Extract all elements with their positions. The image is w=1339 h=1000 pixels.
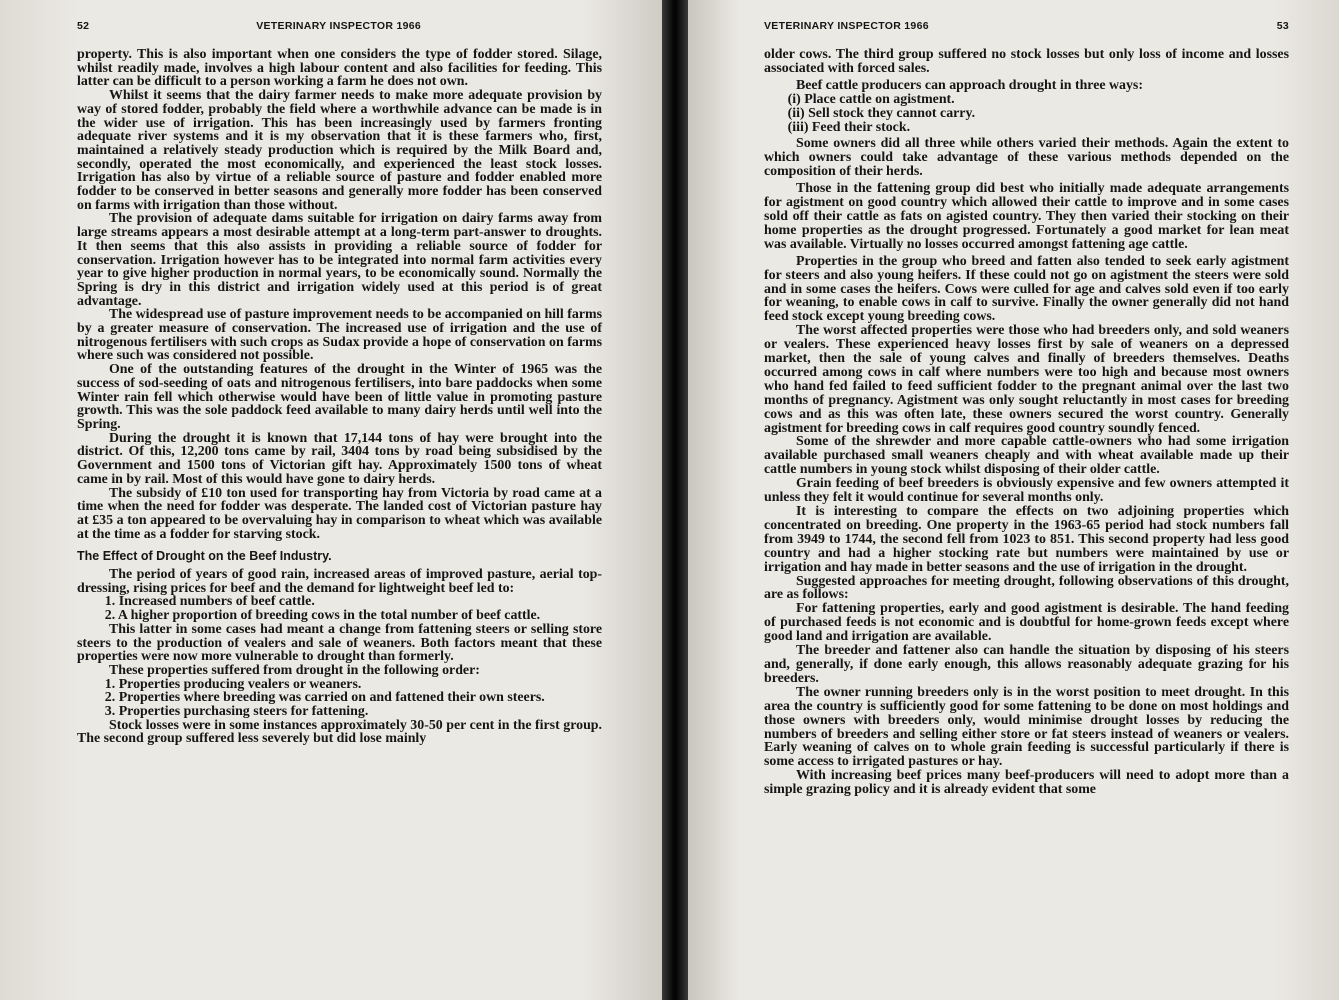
paragraph: Suggested approaches for meeting drought, following observations of this drought, are as follows: [764,573,1289,603]
paragraph: Whilst it seems that the dairy farmer needs to make more adequate provision by way of stored fodder, probably the field where a worthwhile advance can be made is in the wider use of irrigation. This has been increasingly used by farmers fronting adequate river systems and it is my observation that it is these farmers who, first, maintained a relatively steady production which is required by the Milk Board and, secondly, operated the most economically, and experienced the least stock losses. Irrigation has also by virtue of a reliable source of pasture and fodder enabled more fodder to be conserved in better seasons and generally more fodder has been conserved on farms with irrigation than those without. [77,88,602,213]
paragraph: The breeder and fattener also can handle the situation by disposing of his steers and, generally, if done early enough, this allows reasonably adequate grazing for his breeders. [764,643,1289,686]
paragraph: The provision of adequate dams suitable for irrigation on dairy farms away from large streams appears a most desirable attempt at a long-term part-answer to droughts. It then seems that this also assists in providing a reliable source of fodder for conservation. Irrigation however has to be integrated into normal farm activities every year to give higher production in normal years, to be economically sound. Normally the Spring is dry in this district and irrigation widely used at this period is of great advantage. [77,211,602,309]
list-item: 1. Increased numbers of beef cattle. [104,594,315,610]
page-number: 52 [77,20,90,32]
list-item: 3. Properties purchasing steers for fattening. [104,704,369,720]
running-title: VETERINARY INSPECTOR 1966 [764,20,929,32]
paragraph: Beef cattle producers can approach drought in three ways: [795,77,1143,93]
paragraph: Properties in the group who breed and fatten also tended to seek early agistment for steers and also young heifers. If these could not go on agistment the steers were sold and in some cases the heifers. Cows were culled for age and calves sold even if too early for weaning, to enable cows in calf to survive. Finally the owner generally did not hand feed stock except young breeding cows. [764,253,1289,325]
paragraph: The owner running breeders only is in the worst position to meet drought. In this area the country is sufficiently good for some fattening to be done on most holdings and those owners with breeders only, would minimise drought losses by reducing the numbers of breeders and selling either store or fat steers instead of weaners or vealers. Early weaning of calves on to whole grain feeding is successful particularly if there is some access to irrigated pastures or hay. [764,684,1289,770]
section-heading: The Effect of Drought on the Beef Industry. [77,549,332,564]
page-number: 53 [1276,20,1289,32]
paragraph: With increasing beef prices many beef-producers will need to adopt more than a simple grazing policy and it is already evident that some [764,768,1289,798]
paragraph: One of the outstanding features of the drought in the Winter of 1965 was the success of sod-seeding of oats and nitrogenous fertilisers, into bare paddocks when some Winter rain fell which otherwise would have been of little value in promoting pasture growth. This was the sole paddock feed available to many dairy herds until well into the Spring. [77,362,602,432]
paragraph: It is interesting to compare the effects on two adjoining properties which concentrated on breeding. One property in the 1963-65 period had stock numbers fall from 3949 to 1744, the second fell from 1023 to 851. This second property had less good country and had a higher stocking rate but numbers were maintained by use or irrigation and hay made in better seasons and the use of irrigation in the drought. [764,504,1289,575]
paragraph: Grain feeding of beef breeders is obviously expensive and few owners attempted it unless they felt it would continue for several months only. [764,476,1289,506]
left-page [0,0,662,1000]
list-item: (ii) Sell stock they cannot carry. [787,105,976,121]
paragraph: property. This is also important when one considers the type of fodder stored. Silage, whilst readily made, involves a high labour content and also facilities for feeding. This latter can be difficult to a person working a farm he does not own. [77,47,602,90]
paragraph: Some of the shrewder and more capable cattle-owners who had some irrigation available purchased small weaners cheaply and with wheat available made up their cattle numbers in young stock whilst disposing of their older cattle. [764,434,1289,478]
paragraph: Those in the fattening group did best who initially made adequate arrangements for agistment on good country which allowed their cattle to improve and in some cases sold off their cattle as fats on agisted country. They then varied their stocking on their home properties as the drought progressed. Fortunately a good market for lean meat was available. Virtually no losses occurred amongst fattening age cattle. [764,181,1289,252]
paragraph: Stock losses were in some instances approximately 30-50 per cent in the first group. The second group suffered less severely but did lose mainly [77,717,602,747]
running-head [764,20,1289,44]
list-item: (iii) Feed their stock. [787,119,911,135]
running-head [77,20,602,44]
paragraph: These properties suffered from drought in the following order: [108,662,480,678]
paragraph: The subsidy of £10 ton used for transporting hay from Victoria by road came at a time when the need for fodder was desperate. The landed cost of Victorian pasture hay at £35 a ton appeared to be overvaluing hay in comparison to wheat which was available at the time as a fodder for starving stock. [77,485,602,542]
right-page [688,0,1339,1000]
paragraph: older cows. The third group suffered no stock losses but only loss of income and losses associated with forced sales. [764,47,1289,76]
list-item: 1. Properties producing vealers or weaners. [104,676,362,692]
list-item: 2. A higher proportion of breeding cows in the total number of beef cattle. [104,608,541,624]
paragraph: During the drought it is known that 17,144 tons of hay were brought into the district. Of this, 12,200 tons came by rail, 3404 tons by road being subsidised by the Government and 1500 tons of Victorian gift hay. Approximately 1500 tons of wheat came in by rail. Most of this would have gone to dairy herds. [77,430,602,487]
left-body [77,48,602,746]
right-body [764,48,1289,797]
paragraph: The worst affected properties were those who had breeders only, and sold weaners or vealers. These experienced heavy losses first by sale of weaners on a depressed market, then the sale of young calves and finally of breeders themselves. Deaths occurred among cows in calf where numbers were too high and because most owners who hand fed failed to feed sufficient fodder to the pregnant animal over the last two months of pregnancy. Agistment was only sought reluctantly in most cases for breeding cows and as this was often late, these owners secured the worst country. Generally agistment for breeding cows in calf requires good country soundly fenced. [764,323,1289,436]
paragraph: This latter in some cases had meant a change from fattening steers or selling store steers to the production of vealers and sale of weaners. Both factors meant that these properties were now more vulnerable to drought than formerly. [77,621,602,665]
list-item: (i) Place cattle on agistment. [787,91,955,107]
paragraph: Some owners did all three while others varied their methods. Again the extent to which owners could take advantage of these various methods depended on the composition of their herds. [764,136,1289,180]
list-item: 2. Properties where breeding was carried on and fattened their own steers. [104,690,545,706]
running-title: VETERINARY INSPECTOR 1966 [256,20,422,32]
paragraph: For fattening properties, early and good agistment is desirable. The hand feeding of purchased feeds is not economic and is doubtful for home-grown feeds except where good land and irrigation are available. [764,601,1289,645]
paragraph: The widespread use of pasture improvement needs to be accompanied on hill farms by a greater measure of conservation. The increased use of irrigation and the use of nitrogenous fertilisers with such crops as Sudax provide a hope of conservation on farms where such was considered not possible. [77,307,602,364]
paragraph: The period of years of good rain, increased areas of improved pasture, aerial top-dressing, rising prices for beef and the demand for lightweight beef led to: [77,567,602,596]
book-gutter [662,0,688,1000]
